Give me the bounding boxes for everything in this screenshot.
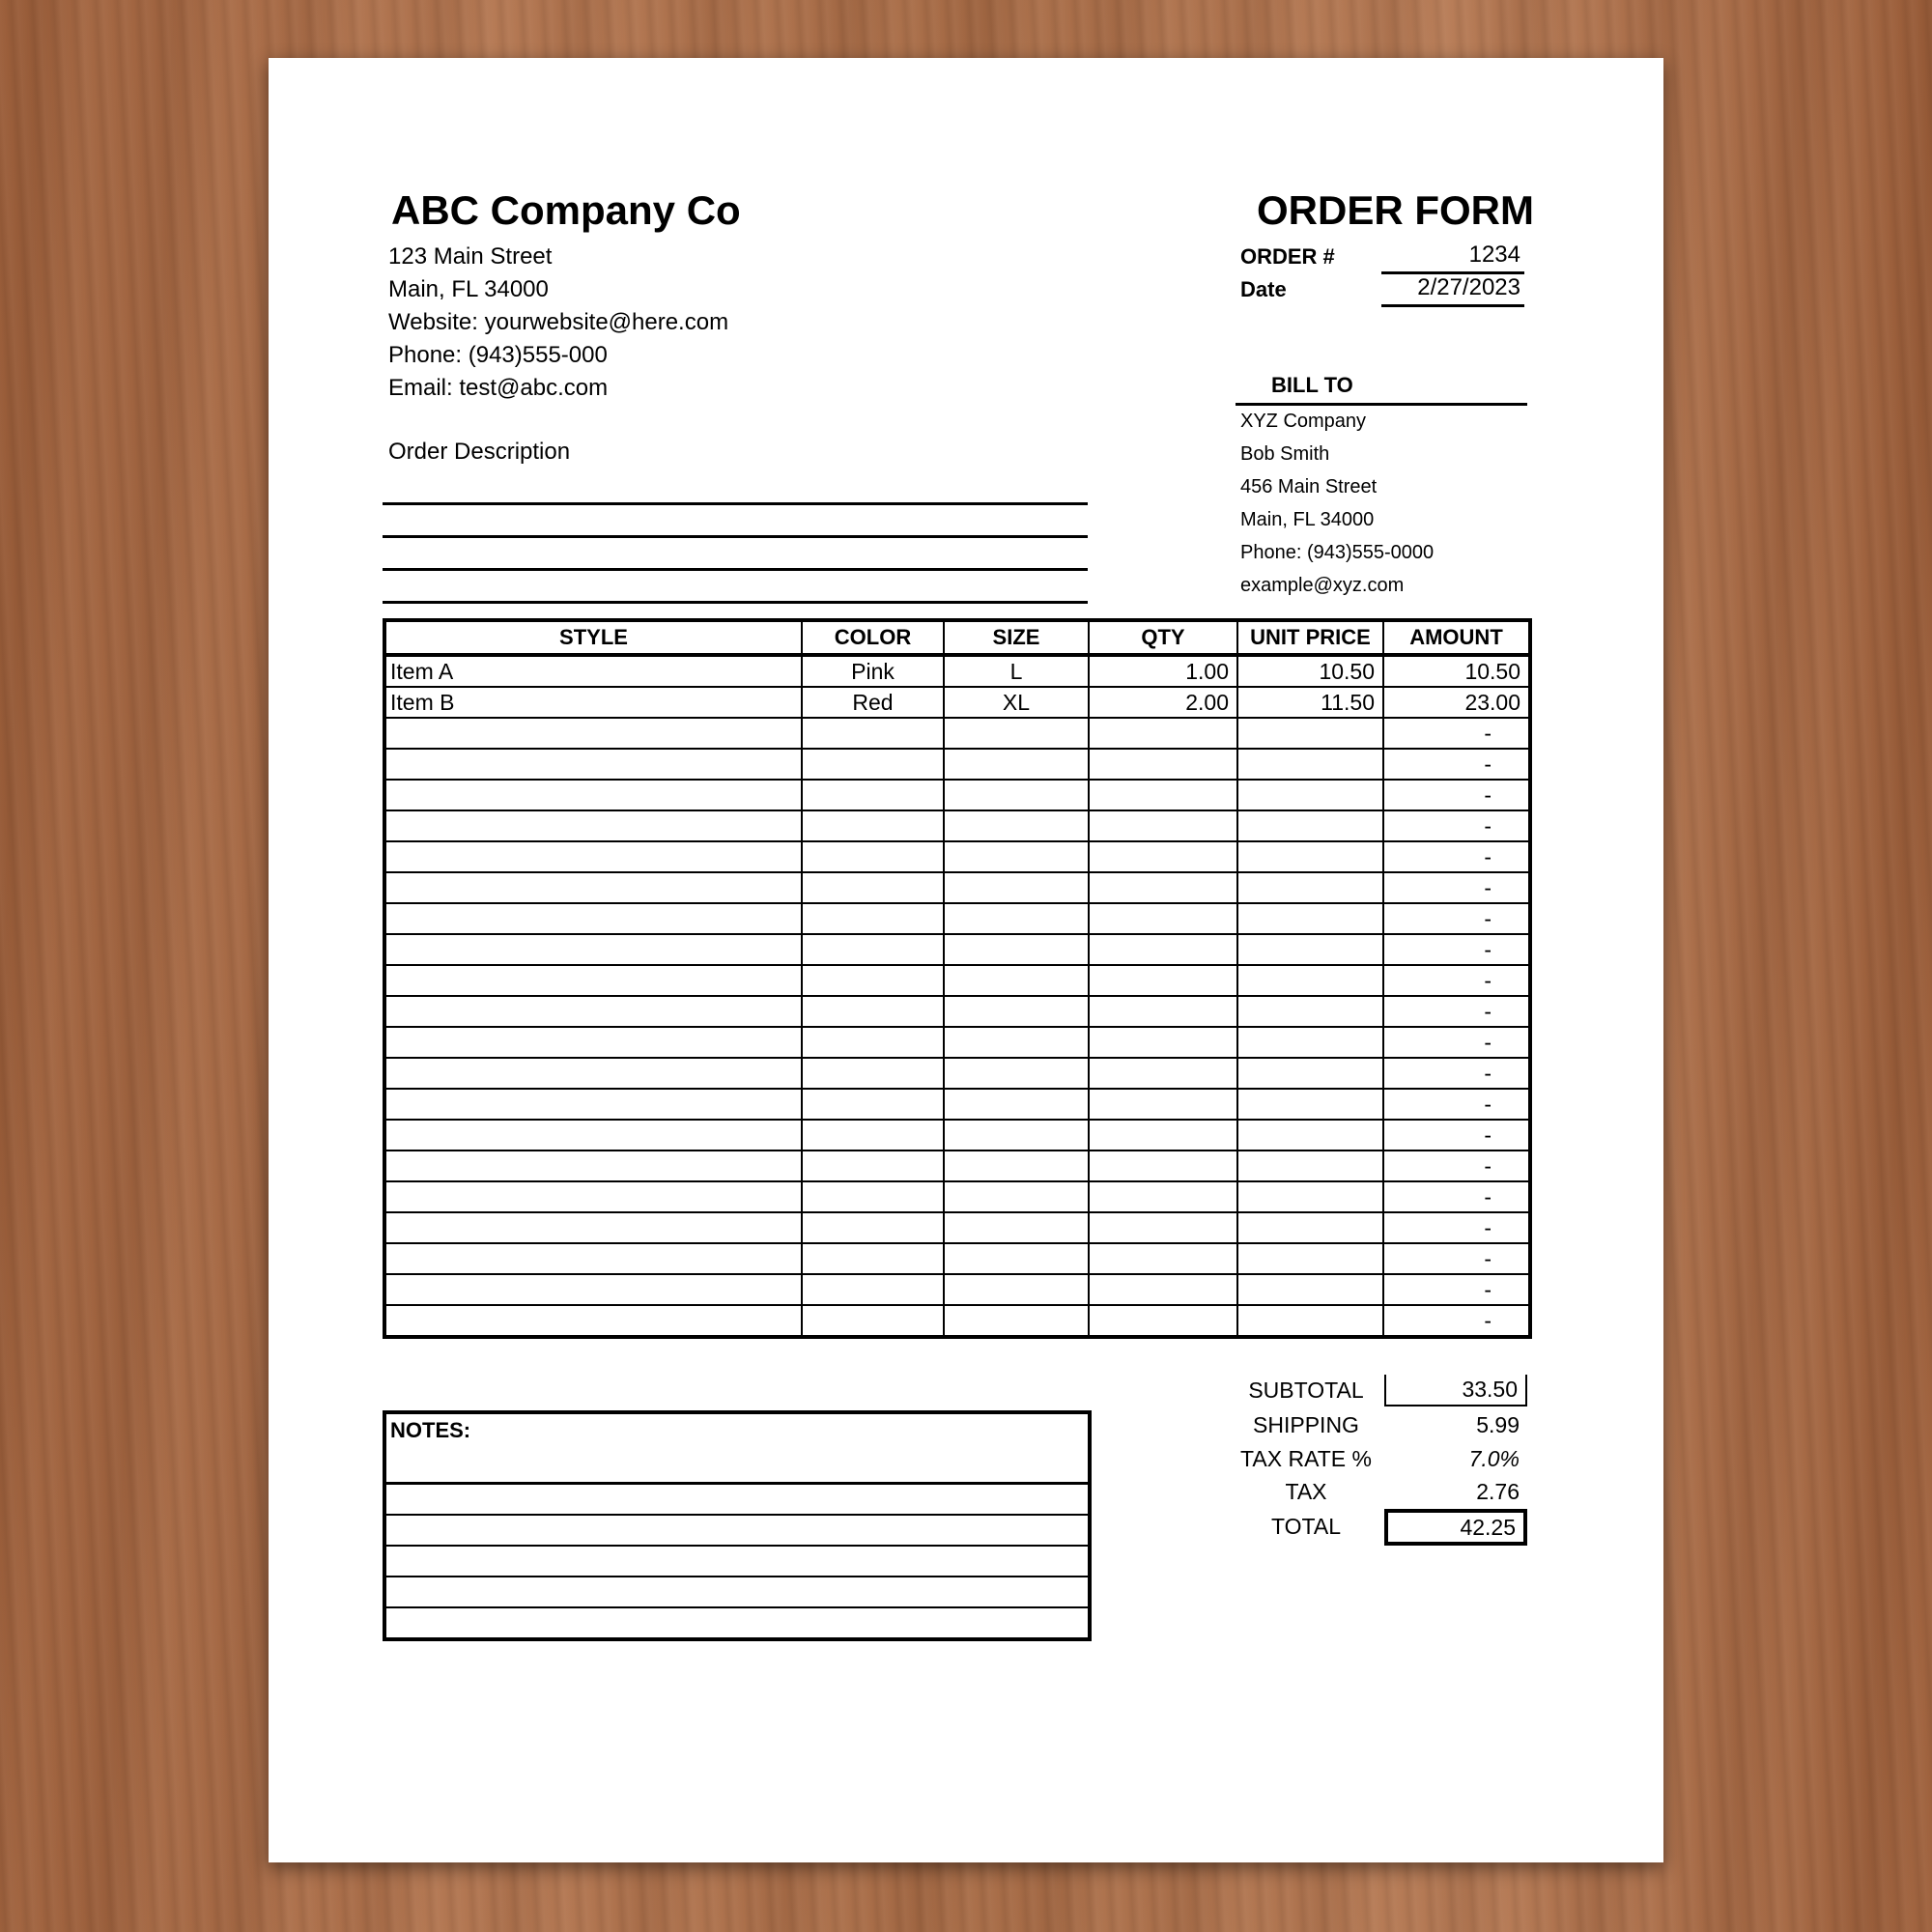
- bill-to-line: 456 Main Street: [1240, 476, 1378, 497]
- bill-to-line: XYZ Company: [1240, 411, 1367, 432]
- notes-line[interactable]: [384, 1607, 1090, 1639]
- cell-size[interactable]: [944, 1305, 1089, 1337]
- cell-amount[interactable]: -: [1383, 1058, 1530, 1089]
- bill-to-line: Phone: (943)555-0000: [1240, 542, 1435, 563]
- cell-unit-price[interactable]: [1237, 1181, 1383, 1212]
- order-description-line[interactable]: [383, 601, 1088, 604]
- cell-amount[interactable]: 10.50: [1383, 655, 1530, 687]
- cell-color[interactable]: [802, 841, 944, 872]
- cell-style[interactable]: Item B: [384, 687, 802, 718]
- cell-qty[interactable]: [1089, 780, 1237, 810]
- cell-size[interactable]: [944, 841, 1089, 872]
- cell-color[interactable]: [802, 1120, 944, 1151]
- cell-amount[interactable]: -: [1383, 1151, 1530, 1181]
- cell-qty[interactable]: [1089, 934, 1237, 965]
- cell-qty[interactable]: [1089, 1027, 1237, 1058]
- cell-color[interactable]: [802, 1181, 944, 1212]
- cell-unit-price[interactable]: [1237, 1089, 1383, 1120]
- cell-unit-price[interactable]: [1237, 934, 1383, 965]
- cell-size[interactable]: [944, 996, 1089, 1027]
- cell-size[interactable]: [944, 903, 1089, 934]
- table-row: [384, 1274, 1530, 1305]
- cell-unit-price[interactable]: [1237, 718, 1383, 749]
- order-description-line[interactable]: [383, 535, 1088, 538]
- cell-size[interactable]: [944, 934, 1089, 965]
- cell-style[interactable]: [384, 996, 802, 1027]
- column-header-amount: AMOUNT: [1383, 620, 1530, 655]
- cell-style[interactable]: [384, 1120, 802, 1151]
- cell-qty[interactable]: [1089, 1151, 1237, 1181]
- cell-size[interactable]: [944, 1120, 1089, 1151]
- cell-color[interactable]: [802, 934, 944, 965]
- cell-style[interactable]: [384, 1212, 802, 1243]
- bill-to-line: Bob Smith: [1240, 443, 1330, 465]
- cell-qty[interactable]: [1089, 1243, 1237, 1274]
- cell-amount[interactable]: -: [1383, 780, 1530, 810]
- cell-qty[interactable]: 2.00: [1089, 687, 1237, 718]
- order-form-page: [269, 58, 1663, 1862]
- cell-unit-price[interactable]: [1237, 872, 1383, 903]
- table-row: [384, 872, 1530, 903]
- cell-color[interactable]: Red: [802, 687, 944, 718]
- cell-size[interactable]: [944, 1027, 1089, 1058]
- table-header-row: [384, 620, 1530, 655]
- table-row: [384, 1120, 1530, 1151]
- cell-style[interactable]: [384, 1151, 802, 1181]
- table-row: [384, 934, 1530, 965]
- tax-rate-value[interactable]: 7.0%: [1468, 1446, 1520, 1471]
- cell-style[interactable]: [384, 965, 802, 996]
- cell-amount[interactable]: -: [1383, 1027, 1530, 1058]
- cell-amount[interactable]: -: [1383, 934, 1530, 965]
- tax-rate-label: TAX RATE %: [1240, 1446, 1372, 1471]
- cell-size[interactable]: [944, 718, 1089, 749]
- cell-style[interactable]: [384, 749, 802, 780]
- cell-qty[interactable]: [1089, 996, 1237, 1027]
- company-website: Website: yourwebsite@here.com: [388, 309, 729, 335]
- cell-qty[interactable]: [1089, 1212, 1237, 1243]
- cell-unit-price[interactable]: [1237, 780, 1383, 810]
- cell-style[interactable]: [384, 934, 802, 965]
- column-header-size: SIZE: [944, 620, 1089, 655]
- column-header-color: COLOR: [802, 620, 944, 655]
- cell-amount[interactable]: -: [1383, 1212, 1530, 1243]
- table-row: [384, 1027, 1530, 1058]
- cell-size[interactable]: [944, 1274, 1089, 1305]
- cell-qty[interactable]: [1089, 1274, 1237, 1305]
- cell-unit-price[interactable]: 11.50: [1237, 687, 1383, 718]
- company-phone: Phone: (943)555-000: [388, 342, 608, 368]
- cell-color[interactable]: [802, 996, 944, 1027]
- cell-color[interactable]: [802, 1027, 944, 1058]
- cell-size[interactable]: [944, 810, 1089, 841]
- cell-unit-price[interactable]: [1237, 965, 1383, 996]
- order-description-line[interactable]: [383, 568, 1088, 571]
- cell-color[interactable]: [802, 1274, 944, 1305]
- cell-unit-price[interactable]: [1237, 1243, 1383, 1274]
- column-header-style: STYLE: [384, 620, 802, 655]
- cell-color[interactable]: [802, 1058, 944, 1089]
- cell-style[interactable]: [384, 780, 802, 810]
- cell-style[interactable]: [384, 1243, 802, 1274]
- company-email: Email: test@abc.com: [388, 375, 609, 401]
- cell-style[interactable]: Item A: [384, 655, 802, 687]
- cell-size[interactable]: [944, 780, 1089, 810]
- cell-amount[interactable]: -: [1383, 996, 1530, 1027]
- notes-line[interactable]: [384, 1577, 1090, 1607]
- table-row: [384, 903, 1530, 934]
- cell-amount[interactable]: -: [1383, 1243, 1530, 1274]
- table-row: [384, 810, 1530, 841]
- cell-amount[interactable]: -: [1383, 1305, 1530, 1337]
- cell-unit-price[interactable]: [1237, 841, 1383, 872]
- table-row: [384, 1151, 1530, 1181]
- bill-to-heading: BILL TO: [1236, 373, 1527, 406]
- cell-unit-price[interactable]: [1237, 749, 1383, 780]
- cell-color[interactable]: [802, 903, 944, 934]
- cell-unit-price[interactable]: [1237, 1120, 1383, 1151]
- notes-line[interactable]: [384, 1515, 1090, 1546]
- table-row: [384, 1212, 1530, 1243]
- cell-size[interactable]: [944, 1058, 1089, 1089]
- subtotal-label: SUBTOTAL: [1248, 1378, 1364, 1403]
- cell-style[interactable]: [384, 1058, 802, 1089]
- cell-color[interactable]: [802, 1243, 944, 1274]
- cell-style[interactable]: [384, 1181, 802, 1212]
- cell-color[interactable]: [802, 1212, 944, 1243]
- cell-amount[interactable]: -: [1383, 718, 1530, 749]
- column-header-qty: QTY: [1089, 620, 1237, 655]
- table-row: [384, 1181, 1530, 1212]
- cell-amount[interactable]: -: [1383, 1120, 1530, 1151]
- cell-amount[interactable]: -: [1383, 965, 1530, 996]
- cell-color[interactable]: [802, 965, 944, 996]
- cell-color[interactable]: Pink: [802, 655, 944, 687]
- company-address-line2: Main, FL 34000: [388, 276, 549, 302]
- cell-style[interactable]: [384, 903, 802, 934]
- notes-line[interactable]: [384, 1546, 1090, 1577]
- table-row: [384, 655, 1530, 687]
- company-name: ABC Company Co: [391, 187, 741, 233]
- cell-color[interactable]: [802, 1305, 944, 1337]
- table-row: [384, 780, 1530, 810]
- cell-unit-price[interactable]: [1237, 1305, 1383, 1337]
- order-description-label: Order Description: [388, 439, 571, 465]
- table-row: [384, 749, 1530, 780]
- cell-style[interactable]: [384, 810, 802, 841]
- cell-style[interactable]: [384, 718, 802, 749]
- column-header-unit-price: UNIT PRICE: [1237, 620, 1383, 655]
- cell-size[interactable]: L: [944, 655, 1089, 687]
- company-address-line1: 123 Main Street: [388, 243, 553, 270]
- cell-amount[interactable]: -: [1383, 810, 1530, 841]
- cell-unit-price[interactable]: [1237, 1027, 1383, 1058]
- cell-style[interactable]: [384, 1274, 802, 1305]
- cell-size[interactable]: [944, 872, 1089, 903]
- cell-color[interactable]: [802, 718, 944, 749]
- cell-style[interactable]: [384, 841, 802, 872]
- cell-unit-price[interactable]: [1237, 1212, 1383, 1243]
- cell-unit-price[interactable]: [1237, 810, 1383, 841]
- cell-size[interactable]: [944, 1181, 1089, 1212]
- cell-unit-price[interactable]: [1237, 1058, 1383, 1089]
- shipping-value[interactable]: 5.99: [1476, 1412, 1520, 1437]
- cell-qty[interactable]: [1089, 1305, 1237, 1337]
- cell-size[interactable]: [944, 1089, 1089, 1120]
- notes-box: [383, 1410, 1092, 1641]
- cell-color[interactable]: [802, 810, 944, 841]
- table-row: [384, 965, 1530, 996]
- cell-amount[interactable]: -: [1383, 1274, 1530, 1305]
- cell-amount[interactable]: -: [1383, 1089, 1530, 1120]
- table-row: [384, 996, 1530, 1027]
- cell-size[interactable]: [944, 749, 1089, 780]
- table-row: [384, 841, 1530, 872]
- cell-amount[interactable]: -: [1383, 749, 1530, 780]
- cell-qty[interactable]: [1089, 1181, 1237, 1212]
- cell-qty[interactable]: [1089, 1089, 1237, 1120]
- cell-amount[interactable]: -: [1383, 872, 1530, 903]
- subtotal-value: 33.50: [1384, 1375, 1527, 1406]
- cell-style[interactable]: [384, 872, 802, 903]
- cell-unit-price[interactable]: [1237, 903, 1383, 934]
- cell-qty[interactable]: [1089, 1120, 1237, 1151]
- date-field[interactable]: 2/27/2023: [1381, 274, 1524, 307]
- cell-qty[interactable]: [1089, 749, 1237, 780]
- cell-qty[interactable]: [1089, 965, 1237, 996]
- order-number-label: ORDER #: [1240, 244, 1335, 269]
- cell-qty[interactable]: [1089, 841, 1237, 872]
- bill-to-line: Main, FL 34000: [1240, 509, 1375, 530]
- cell-size[interactable]: [944, 965, 1089, 996]
- items-table: [383, 618, 1532, 1339]
- cell-amount[interactable]: -: [1383, 841, 1530, 872]
- cell-qty[interactable]: [1089, 903, 1237, 934]
- cell-unit-price[interactable]: [1237, 1274, 1383, 1305]
- notes-line[interactable]: [384, 1484, 1090, 1516]
- cell-style[interactable]: [384, 1089, 802, 1120]
- form-title: ORDER FORM: [1257, 187, 1534, 233]
- order-description-line[interactable]: [383, 502, 1088, 505]
- table-row: [384, 718, 1530, 749]
- cell-color[interactable]: [802, 1151, 944, 1181]
- cell-color[interactable]: [802, 780, 944, 810]
- tax-value: 2.76: [1476, 1479, 1520, 1504]
- cell-size[interactable]: [944, 1151, 1089, 1181]
- shipping-label: SHIPPING: [1253, 1412, 1359, 1437]
- total-label: TOTAL: [1271, 1514, 1341, 1539]
- cell-qty[interactable]: [1089, 810, 1237, 841]
- cell-size[interactable]: [944, 1212, 1089, 1243]
- table-row: [384, 1089, 1530, 1120]
- date-label: Date: [1240, 277, 1287, 301]
- cell-size[interactable]: XL: [944, 687, 1089, 718]
- tax-label: TAX: [1285, 1479, 1327, 1504]
- cell-unit-price[interactable]: 10.50: [1237, 655, 1383, 687]
- cell-style[interactable]: [384, 1305, 802, 1337]
- total-value: 42.25: [1384, 1509, 1527, 1546]
- cell-color[interactable]: [802, 1089, 944, 1120]
- table-row: [384, 1058, 1530, 1089]
- cell-qty[interactable]: [1089, 718, 1237, 749]
- cell-amount[interactable]: 23.00: [1383, 687, 1530, 718]
- cell-amount[interactable]: -: [1383, 1181, 1530, 1212]
- cell-amount[interactable]: -: [1383, 903, 1530, 934]
- cell-qty[interactable]: [1089, 872, 1237, 903]
- cell-size[interactable]: [944, 1243, 1089, 1274]
- cell-color[interactable]: [802, 872, 944, 903]
- cell-unit-price[interactable]: [1237, 1151, 1383, 1181]
- cell-qty[interactable]: 1.00: [1089, 655, 1237, 687]
- table-row: [384, 687, 1530, 718]
- bill-to-line: example@xyz.com: [1240, 575, 1405, 596]
- table-row: [384, 1243, 1530, 1274]
- table-row: [384, 1305, 1530, 1337]
- cell-style[interactable]: [384, 1027, 802, 1058]
- order-number-field[interactable]: 1234: [1381, 242, 1524, 274]
- cell-qty[interactable]: [1089, 1058, 1237, 1089]
- cell-unit-price[interactable]: [1237, 996, 1383, 1027]
- notes-label: NOTES:: [384, 1412, 1090, 1484]
- cell-color[interactable]: [802, 749, 944, 780]
